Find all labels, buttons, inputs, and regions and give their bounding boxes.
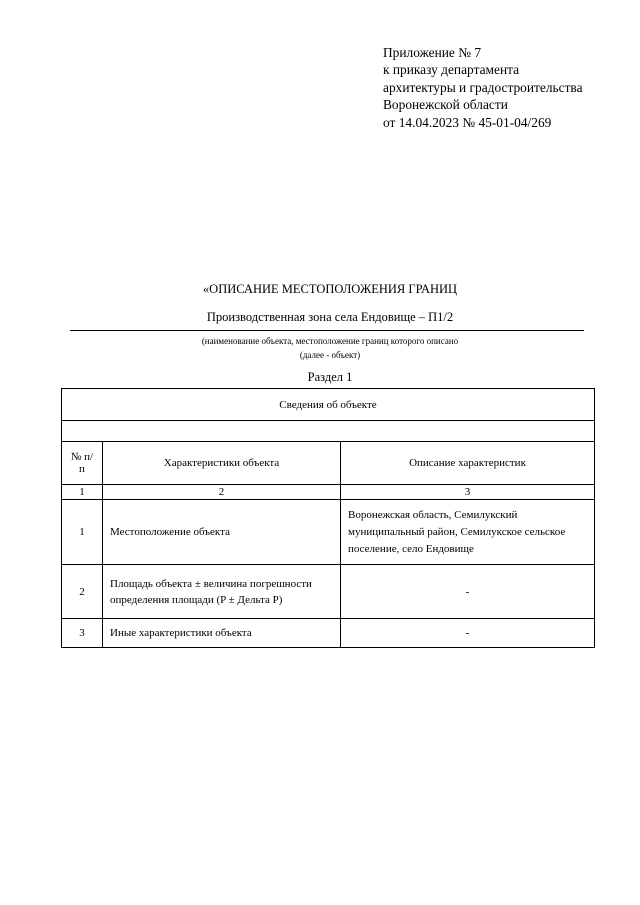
table-heading-row — [62, 389, 595, 421]
header-characteristic: Характеристики объекта — [103, 442, 341, 485]
appendix-line: к приказу департамента — [383, 62, 520, 78]
appendix-line: Приложение № 7 — [383, 45, 482, 60]
object-info-table — [61, 388, 595, 648]
table-row — [62, 619, 595, 648]
caption-line: (далее - объект) — [299, 350, 361, 360]
row-characteristic: Иные характеристики объекта — [103, 619, 341, 648]
row-num: 2 — [62, 565, 103, 619]
empty-cell — [62, 421, 595, 442]
underline-divider — [70, 330, 584, 331]
table-empty-row — [62, 421, 595, 442]
appendix-line: архитектуры и градостроительства — [383, 79, 583, 95]
column-index-row — [62, 485, 595, 500]
row-characteristic: Местоположение объекта — [103, 500, 341, 565]
document-title: «ОПИСАНИЕ МЕСТОПОЛОЖЕНИЯ ГРАНИЦ — [202, 282, 458, 296]
index-cell: 1 — [62, 485, 103, 500]
row-description: - — [341, 565, 595, 619]
object-name: Производственная зона села Ендовище – П1/2 — [206, 310, 454, 324]
appendix-line: от 14.04.2023 № 45-01-04/269 — [383, 114, 552, 130]
row-description: Воронежская область, Семилукский муниципальный район, Семилукское сельское поселение, село Ендовище — [341, 500, 595, 565]
header-num: № п/п — [62, 442, 103, 485]
table-row — [62, 565, 595, 619]
caption-line: (наименование объекта, местоположение границ которого описано — [201, 336, 459, 346]
row-num: 3 — [62, 619, 103, 648]
row-characteristic: Площадь объекта ± величина погрешности определения площади (P ± Дельта P) — [103, 565, 341, 619]
row-num: 1 — [62, 500, 103, 565]
appendix-block — [383, 44, 583, 131]
section-title: Раздел 1 — [307, 370, 353, 384]
header-description: Описание характеристик — [341, 442, 595, 485]
column-header-row — [62, 442, 595, 485]
object-name-caption — [60, 334, 600, 362]
appendix-line: Воронежской области — [383, 97, 508, 113]
index-cell: 3 — [341, 485, 595, 500]
row-description: - — [341, 619, 595, 648]
index-cell: 2 — [103, 485, 341, 500]
table-heading: Сведения об объекте — [62, 389, 595, 421]
table-row — [62, 500, 595, 565]
